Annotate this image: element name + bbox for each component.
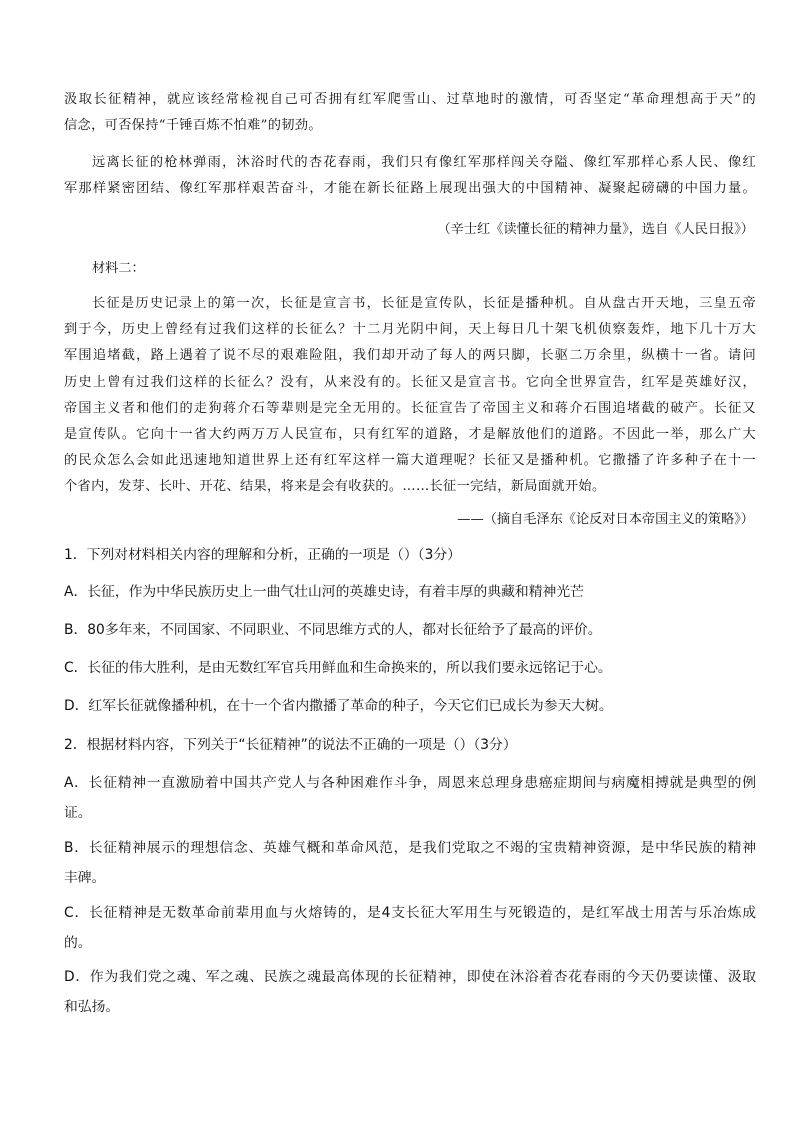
question-2-option-b bbox=[64, 833, 756, 893]
question-1-option-b: B．80多年来，不同国家、不同职业、不同思维方式的人，都对长征给予了最高的评价。 bbox=[64, 622, 602, 638]
text-line: 历史上曾有过我们这样的长征么？没有，从来没有的。长征又是宣言书。它向全世界宣告，红军是英雄好汉， bbox=[64, 374, 756, 390]
option-line: 和弘扬。 bbox=[64, 999, 120, 1015]
option-line: D．作为我们党之魂、军之魂、民族之魂最高体现的长征精神，即使在沐浴着杏花春雨的今天仍要读懂、汲取 bbox=[64, 969, 756, 985]
question-1-option-c: C．长征的伟大胜利，是由无数红军官兵用鲜血和生命换来的，所以我们要永远铭记于心。 bbox=[64, 660, 612, 676]
text-line: 到于今，历史上曾经有过我们这样的长征么？十二月光阴中间，天上每日几十架飞机侦察轰炸，地下几十万大 bbox=[64, 322, 756, 338]
option-line: 证。 bbox=[64, 805, 92, 821]
option-line: B．长征精神展示的理想信念、英雄气概和革命风范，是我们党取之不竭的宝贵精神资源，是中华民族的精神 bbox=[64, 840, 756, 856]
question-1-option-a: A．长征，作为中华民族历史上一曲气壮山河的英雄史诗，有着丰厚的典藏和精神光芒 bbox=[64, 584, 584, 600]
text-line: 是宣传队。它向十一省大约两万万人民宣布，只有红军的道路，才是解放他们的道路。不因此一举，那么广大 bbox=[64, 427, 756, 443]
text-line: 远离长征的枪林弹雨，沐浴时代的杏花春雨，我们只有像红军那样闯关夺隘、像红军那样心系人民、像红 bbox=[92, 155, 756, 170]
question-1-option-d: D．红军长征就像播种机，在十一个省内撒播了革命的种子，今天它们已成长为参天大树。 bbox=[64, 698, 613, 714]
text-line: 帝国主义者和他们的走狗蒋介石等辈则是完全无用的。长征宣告了帝国主义和蒋介石围追堵截的破产。长征又 bbox=[64, 400, 756, 416]
option-line: 的。 bbox=[64, 935, 92, 951]
material2-body bbox=[64, 291, 756, 501]
material2-label: 材料二： bbox=[92, 261, 145, 276]
question-2-option-c bbox=[64, 898, 756, 958]
option-line: 丰碑。 bbox=[64, 870, 106, 886]
question-2-option-d bbox=[64, 962, 756, 1022]
text-line: 汲取长征精神，就应该经常检视自己可否拥有红军爬雪山、过草地时的激情，可否坚定“革命理想高于天”的 bbox=[64, 92, 756, 107]
material2-source-citation: ——（摘自毛泽东《论反对日本帝国主义的策略》） bbox=[457, 512, 754, 527]
text-line: 长征是历史记录上的第一次，长征是宣言书，长征是宣传队，长征是播种机。自从盘古开天地，三皇五帝 bbox=[92, 296, 756, 311]
question-1-stem: 1．下列对材料相关内容的理解和分析，正确的一项是（）（3分） bbox=[64, 547, 461, 563]
text-line: 军那样紧密团结、像红军那样艰苦奋斗，才能在新长征路上展现出强大的中国精神、凝聚起磅礴的中国力量。 bbox=[64, 181, 756, 197]
option-line: A．长征精神一直激励着中国共产党人与各种困难作斗争，周恩来总理身患癌症期间与病魔相搏就是典型的例 bbox=[64, 775, 756, 791]
material1-closing-paragraph bbox=[64, 150, 756, 202]
text-line: 的民众怎么会如此迅速地知道世界上还有红军这样一篇大道理呢？长征又是播种机。它撒播了许多种子在十一 bbox=[64, 453, 756, 469]
text-line: 个省内，发芽、长叶、开花、结果，将来是会有收获的。……长征一完结，新局面就开始。 bbox=[64, 479, 606, 495]
material1-source-citation: （辛士红《读懂长征的精神力量》，选自《人民日报》） bbox=[437, 222, 754, 237]
text-line: 信念，可否保持“千锤百炼不怕难”的韧劲。 bbox=[64, 118, 322, 134]
question-2-option-a bbox=[64, 768, 756, 828]
material1-tail-paragraph bbox=[64, 87, 756, 139]
text-line: 军围追堵截，路上遇着了说不尽的艰难险阻，我们却开动了每人的两只脚，长驱二万余里，纵横十一省。请问 bbox=[64, 348, 756, 364]
option-line: C．长征精神是无数革命前辈用血与火熔铸的，是4支长征大军用生与死锻造的，是红军战士用苦与乐冶炼成 bbox=[64, 905, 756, 921]
question-2-stem: 2．根据材料内容，下列关于“长征精神”的说法不正确的一项是（）（3分） bbox=[64, 737, 517, 753]
